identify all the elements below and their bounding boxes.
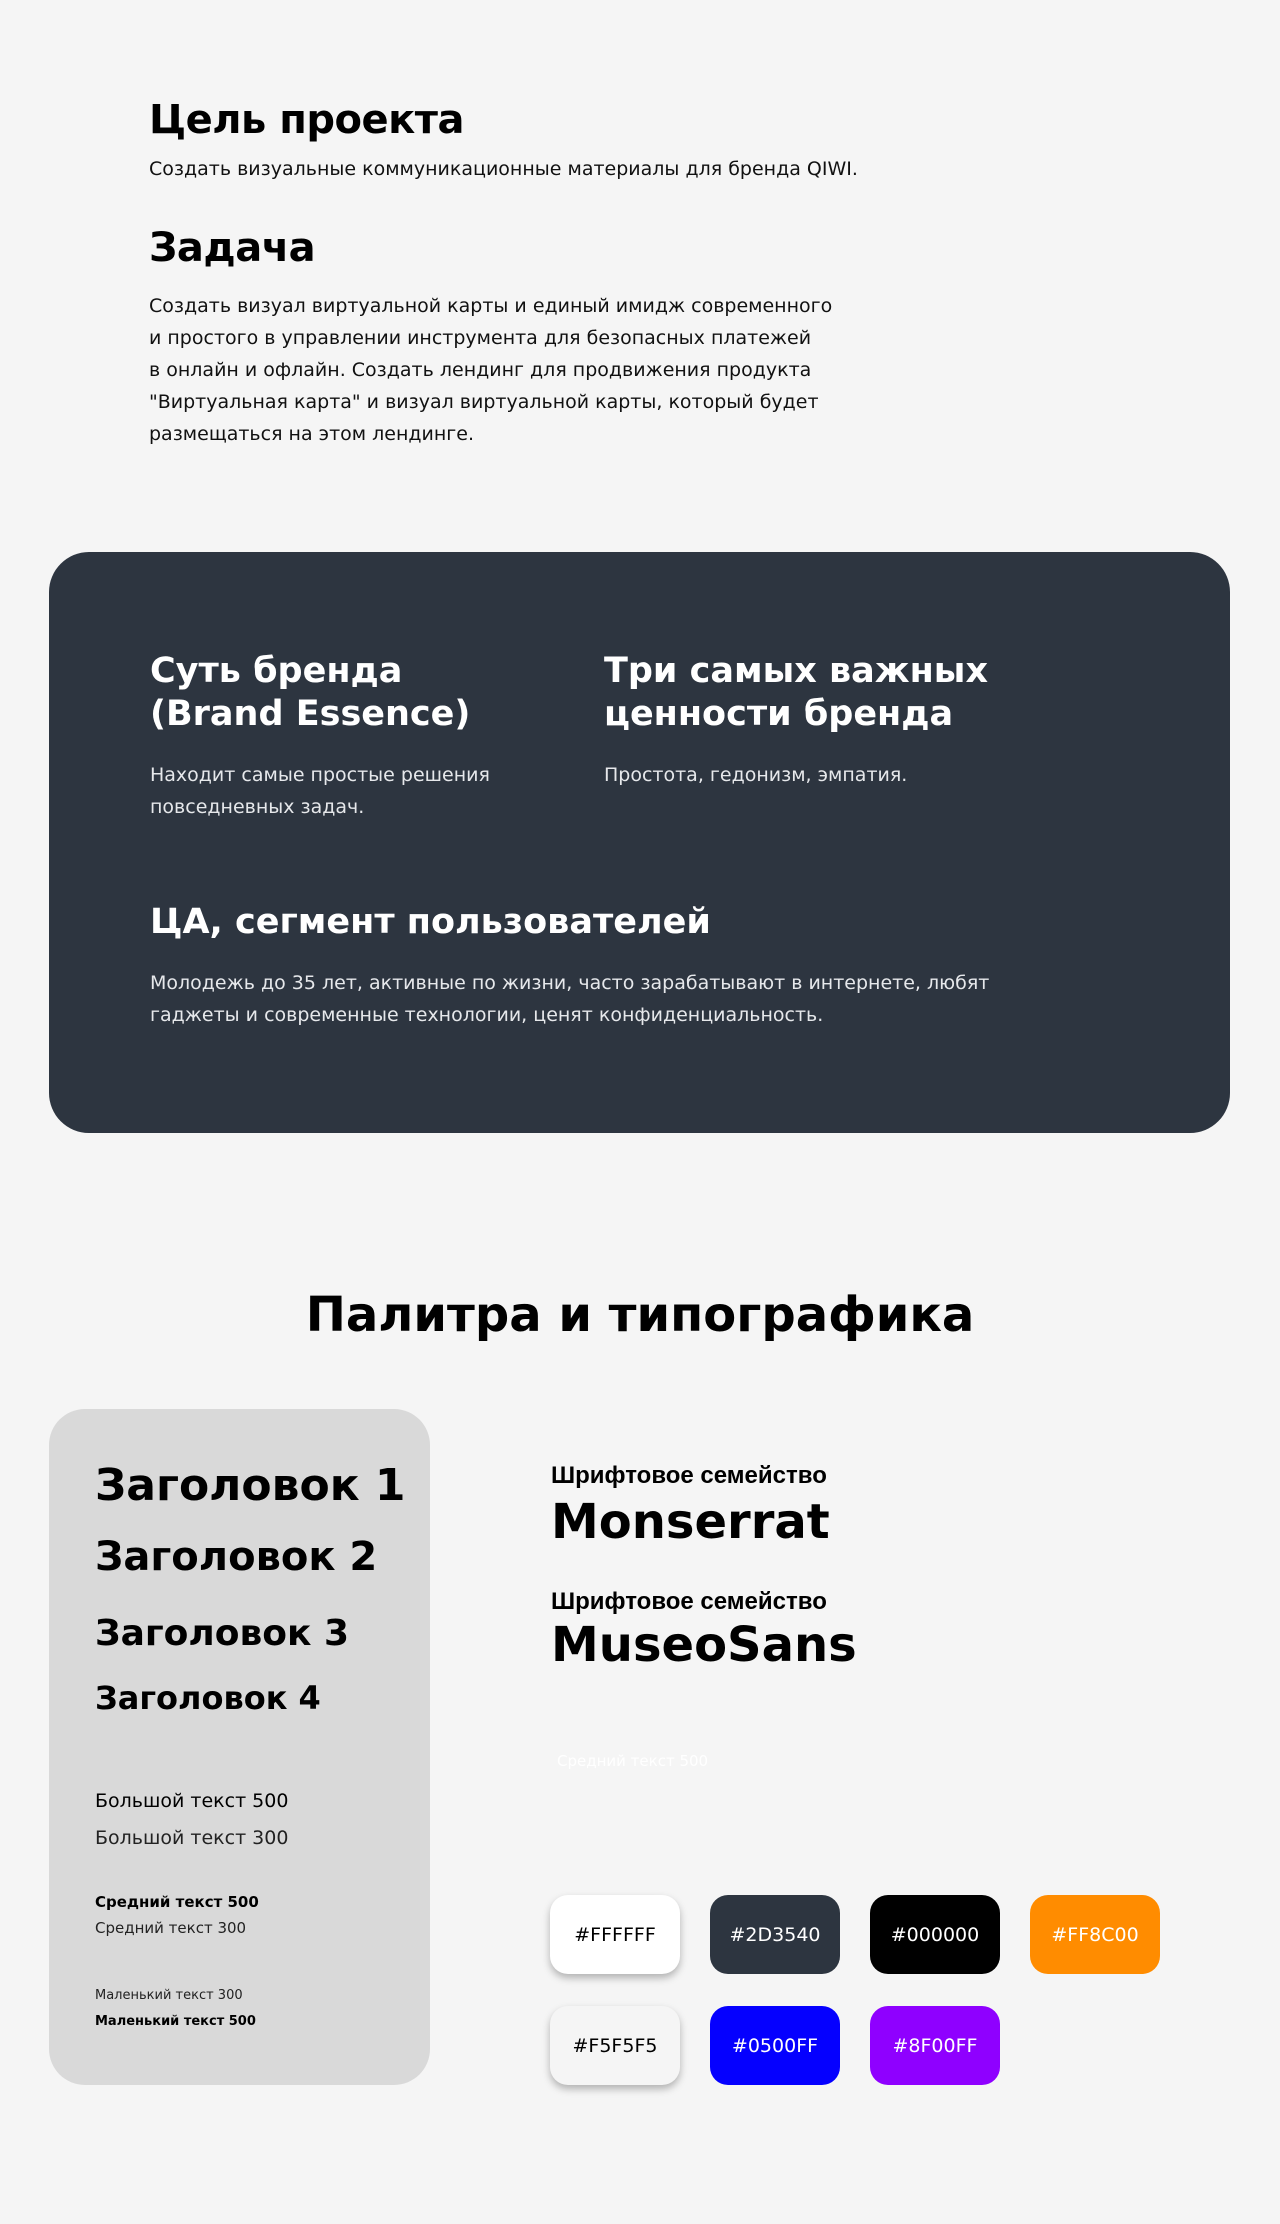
audience-text: Молодежь до 35 лет, активные по жизни, часто зарабатывают в интернете, любят гаджеты и современные технологии, ценят конфиденциальность. <box>150 972 990 1026</box>
goal-text: Создать визуальные коммуникационные материалы для бренда QIWI. <box>149 158 858 180</box>
swatch-dark-gray <box>710 1895 840 1974</box>
swatch-label: #FF8C00 <box>1051 1923 1139 1946</box>
brand-values-text: Простота, гедонизм, эмпатия. <box>604 764 908 786</box>
small-text-300: Маленький текст 300 <box>95 1988 243 2003</box>
swatch-light-gray <box>550 2006 680 2085</box>
swatch-orange <box>1030 1895 1160 1974</box>
task-line: и простого в управлении инструмента для безопасных платежей <box>149 327 812 349</box>
ghost-text: Средний текст 500 <box>557 1752 709 1770</box>
swatch-label: #FFFFFF <box>574 1923 656 1946</box>
task-text <box>149 290 832 450</box>
palette-title: Палитра и типографика <box>305 1287 975 1343</box>
brand-values-title: Три самых важных ценности бренда <box>604 651 989 734</box>
task-line: "Виртуальная карта" и визуал виртуальной карты, который будет <box>149 391 819 413</box>
typography-card <box>49 1409 430 2085</box>
swatch-blue <box>710 2006 840 2085</box>
brand-card <box>49 552 1230 1133</box>
heading-3-sample: Заголовок 3 <box>95 1613 350 1654</box>
large-text-500: Большой текст 500 <box>95 1790 289 1812</box>
task-line: в онлайн и офлайн. Создать лендинг для продвижения продукта <box>149 359 812 381</box>
swatch-white <box>550 1895 680 1974</box>
swatch-label: #0500FF <box>731 2034 819 2057</box>
swatch-label: #F5F5F5 <box>572 2034 658 2057</box>
goal-title: Цель проекта <box>149 97 464 143</box>
swatch-label: #2D3540 <box>729 1923 821 1946</box>
swatch-purple <box>870 2006 1000 2085</box>
heading-2-sample: Заголовок 2 <box>95 1534 378 1580</box>
heading-1-sample: Заголовок 1 <box>95 1460 406 1511</box>
font-family-name-1: Monserrat <box>551 1494 830 1550</box>
font-family-label-2: Шрифтовое семейство <box>551 1588 827 1615</box>
swatch-black <box>870 1895 1000 1974</box>
brand-essence-title: Суть бренда (Brand Essence) <box>150 651 471 734</box>
medium-text-300: Средний текст 300 <box>95 1919 247 1937</box>
font-family-name-2: MuseoSans <box>551 1617 857 1673</box>
heading-4-sample: Заголовок 4 <box>95 1679 321 1717</box>
task-line: размещаться на этом лендинге. <box>149 423 475 445</box>
large-text-300: Большой текст 300 <box>95 1827 289 1849</box>
brand-essence-text: Находит самые простые решения повседневных задач. <box>150 764 490 818</box>
small-text-500: Маленький текст 500 <box>95 2014 256 2029</box>
audience-title: ЦА, сегмент пользователей <box>150 902 711 942</box>
task-line: Создать визуал виртуальной карты и единый имидж современного <box>149 295 833 317</box>
swatch-label: #8F00FF <box>892 2034 978 2057</box>
task-title: Задача <box>149 225 316 271</box>
swatch-label: #000000 <box>890 1923 980 1946</box>
font-family-label-1: Шрифтовое семейство <box>551 1462 827 1489</box>
medium-text-500: Средний текст 500 <box>95 1893 259 1911</box>
